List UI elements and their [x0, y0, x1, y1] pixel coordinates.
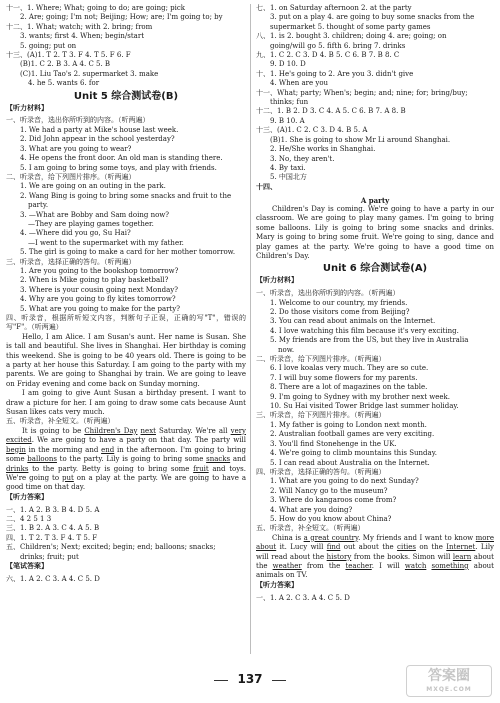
- right-column: [256, 4, 494, 603]
- right-line: 5. How do you know about China?: [270, 514, 392, 523]
- left-line: party.: [28, 201, 49, 210]
- left-line: 二、4 2 5 1 3: [6, 514, 52, 523]
- right-line: A party: [360, 195, 390, 205]
- left-line: 一、1. A 2. B 3. B 4. D 5. A: [6, 505, 100, 514]
- right-line: 8. There are a lot of magazines on the table.: [270, 383, 428, 392]
- right-line: Unit 6 综合测试卷(A): [322, 263, 428, 275]
- left-line: 2. Are; going; I'm not; Beijing; How; are; I'm going to; by: [20, 13, 223, 22]
- right-line: thinks; fun: [270, 98, 309, 107]
- right-line: 一、1. A 2. C 3. A 4. C 5. D: [256, 593, 350, 602]
- left-line: 2. Did John appear in the school yesterday?: [20, 135, 175, 144]
- left-line: 3. Where is your cousin going next Monday?: [20, 285, 179, 294]
- right-line: 【听力材料】: [256, 276, 298, 285]
- left-line: 4. Why are you going to fly kites tomorrow?: [20, 295, 176, 304]
- right-line: 9. B 10. A: [270, 116, 305, 125]
- right-line: 6. I love koalas very much. They are so cute.: [270, 364, 429, 373]
- left-line: 4. —Where did you go, Su Hai?: [20, 229, 131, 238]
- left-line: 十一、1. Where; What; going to do; are going; pick: [6, 4, 186, 12]
- right-line: 3. You'll find Stonehenge in the UK.: [270, 439, 397, 448]
- right-line: 2. Will Nancy go to the museum?: [270, 486, 388, 495]
- left-line: 三、1. B 2. A 3. C 4. A 5. B: [6, 524, 100, 533]
- right-line: 2. He/She works in Shanghai.: [270, 145, 376, 154]
- left-line: 5. The girl is going to make a card for her mother tomorrow.: [20, 248, 236, 257]
- right-line: 4. When are you: [270, 79, 329, 88]
- right-line: 一、听录音，选出你所听到的内容。（听两遍）: [256, 289, 400, 298]
- left-line: 三、听录音，选择正确的答句。（听两遍）: [6, 257, 136, 266]
- left-column: [6, 4, 246, 584]
- right-line: 9. I'm going to Sydney with my brother next week.: [270, 392, 450, 401]
- right-line: 1. My father is going to London next month.: [270, 420, 427, 429]
- right-line: supermarket 5. thought of some party games: [270, 22, 431, 31]
- right-line: now.: [278, 345, 295, 354]
- right-line: 4. We're going to climb mountains this Sunday.: [270, 449, 437, 458]
- left-line: 1. Are you going to the bookshop tomorrow?: [20, 266, 179, 275]
- right-line: 五、听录音，补全短文。（听两遍）: [256, 524, 365, 533]
- left-line: 4. He opens the front door. An old man is standing there.: [20, 154, 223, 163]
- left-line: 【听力答案】: [6, 492, 48, 501]
- watermark-logo: [406, 665, 492, 697]
- left-line: 5. going; put on: [20, 41, 77, 50]
- left-line: 一、听录音，选出你所听到的内容。（听两遍）: [6, 116, 150, 125]
- left-line: 二、听录音，给下列图片排序。（听两遍）: [6, 172, 136, 181]
- right-line: 七、1. on Saturday afternoon 2. at the party: [256, 4, 412, 12]
- page-number-rule-right: [272, 680, 286, 681]
- right-line: 二、听录音，给下列图片排序。（听两遍）: [256, 355, 386, 364]
- left-line: 五、Children's; Next; excited; begin; end; balloons; snacks;: [6, 543, 216, 552]
- right-line: 十二、1. B 2. D 3. C 4. A 5. C 6. B 7. A 8. B: [256, 107, 406, 116]
- left-line: 3. wants; first 4. When; begin/start: [20, 32, 145, 41]
- watermark-subtext: MXQE.COM: [426, 686, 472, 693]
- left-line: 1. We had a party at Mike's house last week.: [20, 125, 179, 134]
- right-line: 八、1. is 2. bought 3. children; doing 4. are; going; on: [256, 32, 447, 41]
- right-line: 5. I can read about Australia on the Internet.: [270, 458, 430, 467]
- right-line: 3. No, they aren't.: [270, 154, 335, 163]
- left-line: 3. What are you going to wear?: [20, 144, 132, 153]
- right-line: 四、听录音，选择正确的答句。（听两遍）: [256, 467, 386, 476]
- right-line: 十三、(A)1. C 2. C 3. D 4. B 5. A: [256, 126, 368, 135]
- right-line: (B)1. She is going to show Mr Li around Shanghai.: [270, 135, 451, 144]
- left-line: 十二、1. What; watch; with 2. bring; from: [6, 22, 153, 31]
- left-line: 四、听录音，根据所听短文内容，判断句子正误，正确的写"T"，错误的写"F"。（听两遍）: [6, 314, 246, 332]
- right-line: 十四、: [256, 182, 277, 191]
- right-line: 5. My friends are from the US, but they live in Australia: [270, 336, 469, 345]
- left-line: 1. We are going on an outing in the park.: [20, 182, 166, 191]
- right-line: 2. Do those visitors come from Beijing?: [270, 308, 410, 316]
- right-line: China is a great country. My friends and I want to know more about it. Lucy will find out about the cities on the Internet. Lily will read about the history from the books. Simon will learn about the weather from the teacher. I will watch something about animals on TV.: [256, 533, 495, 580]
- right-line: Children's Day is coming. We're going to have a party in our classroom. We are going to play many games. I'm going to bring some balloons. Lily is going to bring some snacks and drinks. Mary is going to bring some fruit. We're going to sing, dance and play games at the party. We're going to have a good time on Children's Day.: [256, 204, 494, 260]
- right-line: 10. Su Hai visited Tower Bridge last summer holiday.: [270, 402, 459, 411]
- right-line: 2. Australian football games are very exciting.: [270, 430, 435, 439]
- left-line: 四、1. T 2. T 3. F 4. T 5. F: [6, 533, 98, 542]
- right-line: 9. D 10. D: [270, 60, 306, 69]
- right-line: 三、听录音，给下列图片排序。（听两遍）: [256, 411, 386, 420]
- left-line: It is going to be Children's Day next Saturday. We're all very excited. We are going to have a party on that day. The party will begin in the morning and end in the afternoon. I'm going to bring some balloons to the party. Lily is going to bring some snacks and drinks to the party. Betty is going to bring some fruit and toys. We're going to put on a play at the party. We are going to have a good time on that day.: [6, 426, 247, 492]
- left-line: 2. Wang Bing is going to bring some snacks and fruit to the: [20, 191, 232, 200]
- right-line: 1. What are you going to do next Sunday?: [270, 477, 419, 486]
- right-line: 3. put on a play 4. are going to buy some snacks from the: [270, 13, 475, 22]
- right-line: going/will go 5. fifth 6. bring 7. drinks: [270, 41, 406, 50]
- left-line: (B)1. C 2. B 3. A 4. C 5. B: [20, 60, 111, 69]
- left-line: I am going to give Aunt Susan a birthday present. I want to draw a picture for her. I am going to draw some cats because Aunt Susan likes cats very much.: [6, 389, 246, 417]
- right-line: 九、1. C 2. C 3. D 4. B 5. C 6. B 7. B 8. C: [256, 51, 400, 60]
- left-line: 五、听录音，补全短文。（听两遍）: [6, 417, 115, 426]
- right-line: 十、1. He's going to 2. Are you 3. didn't give: [256, 69, 414, 78]
- left-line: 2. When is Mike going to play basketball?: [20, 276, 169, 285]
- left-line: 【听力材料】: [6, 103, 48, 112]
- left-line: 六、1. A 2. C 3. A 4. C 5. D: [6, 574, 100, 583]
- left-line: Unit 5 综合测试卷(B): [73, 90, 179, 102]
- right-line: 十一、What; party; When's; begin; and; nine; for; bring/buy;: [256, 88, 468, 97]
- left-line: 4. he 5. wants 6. for: [28, 79, 100, 88]
- right-line: 【听力答案】: [256, 580, 298, 589]
- right-line: 7. I will buy some flowers for my parents.: [270, 373, 418, 382]
- column-divider: [250, 4, 251, 654]
- right-line: 4. What are you doing?: [270, 505, 353, 514]
- right-line: 4. By taxi.: [270, 163, 306, 172]
- left-line: Hello, I am Alice. I am Susan's aunt. Her name is Susan. She is tall and beautiful. She lives in Shanghai. Her birthday is coming this weekend. She is going to be 40 years old. There is going to be a party at her house this Saturday. I am going to the party with my parents. We are going to Shanghai by train. We are going to leave on Friday evening and come back on Sunday morning.: [6, 332, 246, 388]
- left-line: drinks; fruit; put: [20, 552, 79, 561]
- watermark-text: 答案圈: [428, 668, 470, 684]
- left-line: —I went to the supermarket with my father.: [28, 238, 184, 247]
- left-line: (C)1. Liu Tao's 2. supermarket 3. make: [20, 69, 159, 78]
- left-line: 十三、(A)1. T 2. T 3. F 4. T 5. F 6. F: [6, 51, 131, 60]
- left-line: —They are playing games together.: [28, 219, 154, 228]
- right-line: 1. Welcome to our country, my friends.: [270, 298, 408, 307]
- right-line: 5. 中国北方: [270, 173, 307, 182]
- left-line: 5. What are you going to make for the party?: [20, 304, 181, 313]
- left-line: 5. I am going to bring some toys, and play with friends.: [20, 163, 217, 172]
- right-line: 3. Where do kangaroos come from?: [270, 496, 397, 505]
- right-line: 4. I love watching this film because it's very exciting.: [270, 326, 459, 335]
- page-number: 137: [237, 672, 263, 686]
- right-line: 3. You can read about animals on the Internet.: [270, 317, 436, 326]
- left-line: 【笔试答案】: [6, 561, 48, 570]
- left-line: 3. —What are Bobby and Sam doing now?: [20, 210, 170, 219]
